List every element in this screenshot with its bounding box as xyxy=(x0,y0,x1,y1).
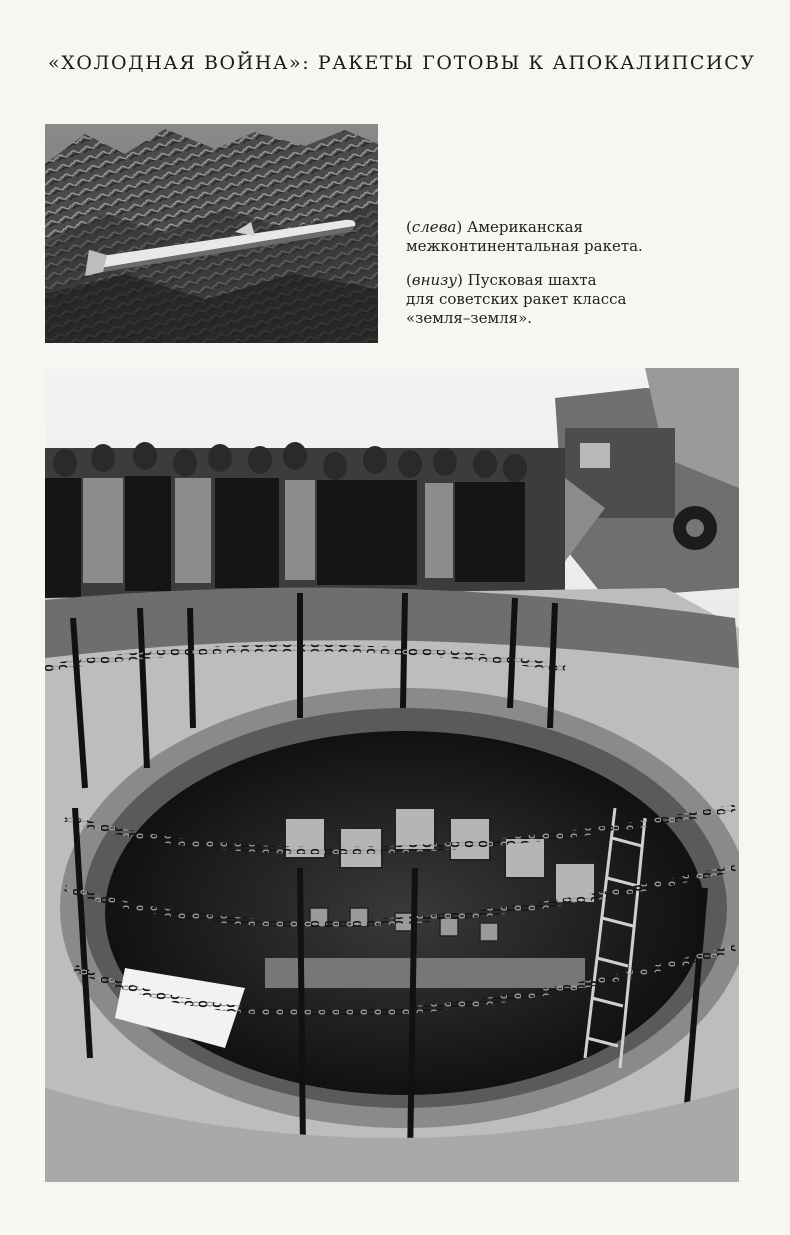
silo-photo-image xyxy=(45,368,739,1182)
running-title: «ХОЛОДНАЯ ВОЙНА»: РАКЕТЫ ГОТОВЫ К АПОКАЛИПСИСУ xyxy=(48,52,756,74)
caption-paren-open: ( xyxy=(406,271,412,289)
caption-paren-close: ) xyxy=(456,218,463,236)
missile-photo xyxy=(45,124,378,343)
captions-block xyxy=(406,218,706,343)
caption-missile xyxy=(406,218,706,256)
caption-line: межконтинентальная ракета. xyxy=(406,237,643,255)
caption-line: «земля–земля». xyxy=(406,309,533,327)
caption-silo xyxy=(406,271,706,328)
caption-paren-close: ) xyxy=(457,271,463,289)
caption-paren-open: ( xyxy=(406,218,412,236)
caption-line: Американская xyxy=(462,218,584,236)
caption-position-tag: внизу xyxy=(411,271,458,289)
silo-photo xyxy=(45,368,739,1182)
caption-position-tag: слева xyxy=(411,218,457,236)
caption-line: Пусковая шахта xyxy=(462,271,597,289)
missile-photo-image xyxy=(45,124,378,343)
caption-line: для советских ракет класса xyxy=(406,290,627,308)
